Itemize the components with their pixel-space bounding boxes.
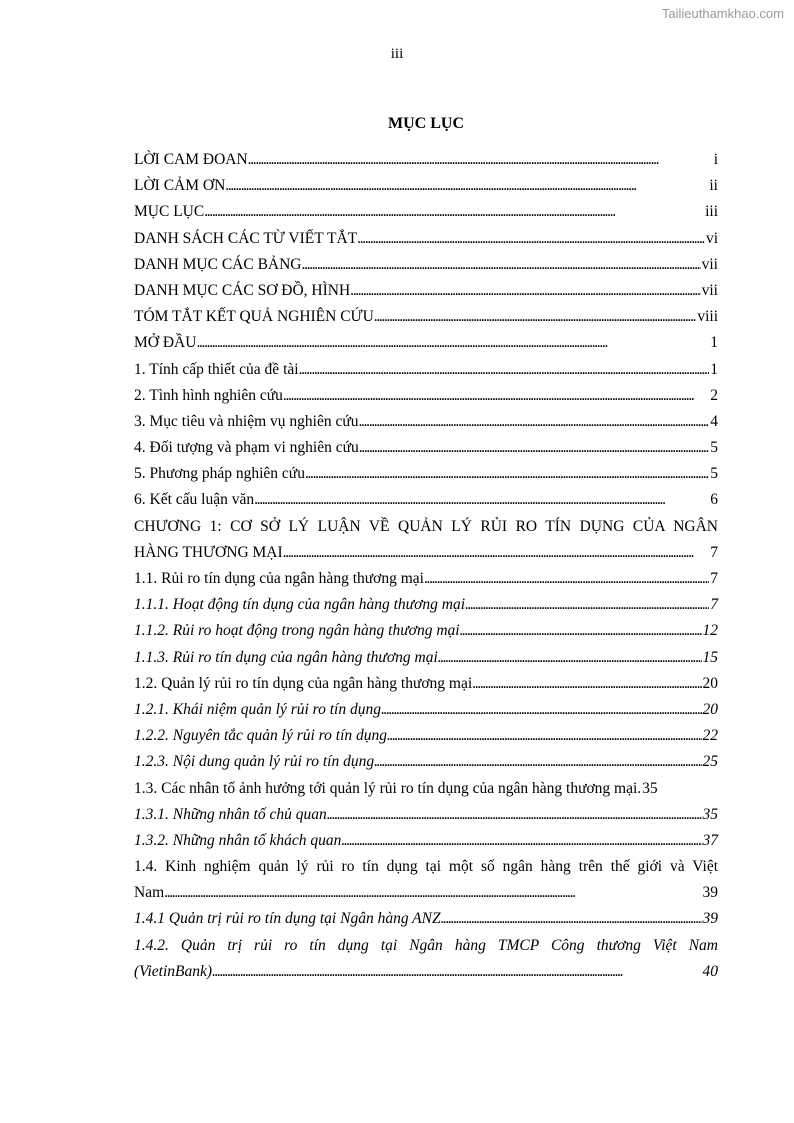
toc-entry: 6. Kết cấu luận văn . . . 6 bbox=[134, 487, 718, 513]
toc-entry: MỤC LỤC . . . iii bbox=[134, 199, 718, 225]
toc-entry: 1.3. Các nhân tố ảnh hưởng tới quản lý rủi ro tín dụng của ngân hàng thương mại. 35 bbox=[134, 779, 658, 797]
toc-entry-subsection: 1.3.1. Những nhân tố chủ quan . . . 35 bbox=[134, 802, 718, 828]
toc-entry: 3. Mục tiêu và nhiệm vụ nghiên cứu . . . 4 bbox=[134, 409, 718, 435]
toc-entry: 1.2. Quản lý rủi ro tín dụng của ngân hàng thương mại . . . 20 bbox=[134, 671, 718, 697]
toc-entry: DANH SÁCH CÁC TỪ VIẾT TẮT . . . vi bbox=[134, 226, 718, 252]
toc-entry-subsection: 1.1.2. Rủi ro hoạt động trong ngân hàng thương mại . . . 12 bbox=[134, 618, 718, 644]
toc-entry-subsection: 1.4.1 Quản trị rủi ro tín dụng tại Ngân hàng ANZ . . . 39 bbox=[134, 906, 718, 932]
toc-entry: TÓM TẮT KẾT QUẢ NGHIÊN CỨU . . . viii bbox=[134, 304, 718, 330]
toc-entry-subsection: 1.3.2. Những nhân tố khách quan . . . 37 bbox=[134, 828, 718, 854]
toc-entry: MỞ ĐẦU . . . 1 bbox=[134, 330, 718, 356]
toc-entry: LỜI CẢM ƠN . . . ii bbox=[134, 173, 718, 199]
toc-entry-chapter: CHƯƠNG 1: CƠ SỞ LÝ LUẬN VỀ QUẢN LÝ RỦI RO TÍN DỤNG CỦA NGÂN HÀNG THƯƠNG MẠI . . . 7 bbox=[134, 514, 718, 566]
toc-entry: DANH MỤC CÁC SƠ ĐỒ, HÌNH . . . vii bbox=[134, 278, 718, 304]
toc-entry: 2. Tình hình nghiên cứu . . . 2 bbox=[134, 383, 718, 409]
watermark: Tailieuthamkhao.com bbox=[661, 6, 784, 21]
toc-entry: DANH MỤC CÁC BẢNG . . . vii bbox=[134, 252, 718, 278]
toc-entry: 1.1. Rủi ro tín dụng của ngân hàng thương mại . . . 7 bbox=[134, 566, 718, 592]
toc-entry-subsection: 1.4.2. Quản trị rủi ro tín dụng tại Ngân hàng TMCP Công thương Việt Nam (VietinBank) . . . 40 bbox=[134, 933, 718, 985]
toc-entry-subsection: 1.1.1. Hoạt động tín dụng của ngân hàng thương mại . . . 7 bbox=[134, 592, 718, 618]
table-of-contents bbox=[134, 147, 718, 985]
toc-entry: 4. Đối tượng và phạm vi nghiên cứu . . . 5 bbox=[134, 435, 718, 461]
toc-title: MỤC LỤC bbox=[388, 115, 464, 132]
toc-entry: 5. Phương pháp nghiên cứu . . . 5 bbox=[134, 461, 718, 487]
toc-entry-subsection: 1.2.1. Khái niệm quản lý rủi ro tín dụng . . . 20 bbox=[134, 697, 718, 723]
toc-entry: LỜI CAM ĐOAN . . . i bbox=[134, 147, 718, 173]
toc-entry-section: 1.4. Kinh nghiệm quản lý rủi ro tín dụng tại một số ngân hàng trên thế giới và Việt Nam . . . 39 bbox=[134, 854, 718, 906]
toc-entry: 1. Tính cấp thiết của đề tài . . . 1 bbox=[134, 357, 718, 383]
toc-entry-subsection: 1.1.3. Rủi ro tín dụng của ngân hàng thương mại . . . 15 bbox=[134, 645, 718, 671]
page-number: iii bbox=[390, 46, 404, 62]
toc-entry-subsection: 1.2.3. Nội dung quản lý rủi ro tín dụng . . . 25 bbox=[134, 749, 718, 775]
toc-entry-subsection: 1.2.2. Nguyên tắc quản lý rủi ro tín dụng . . . 22 bbox=[134, 723, 718, 749]
